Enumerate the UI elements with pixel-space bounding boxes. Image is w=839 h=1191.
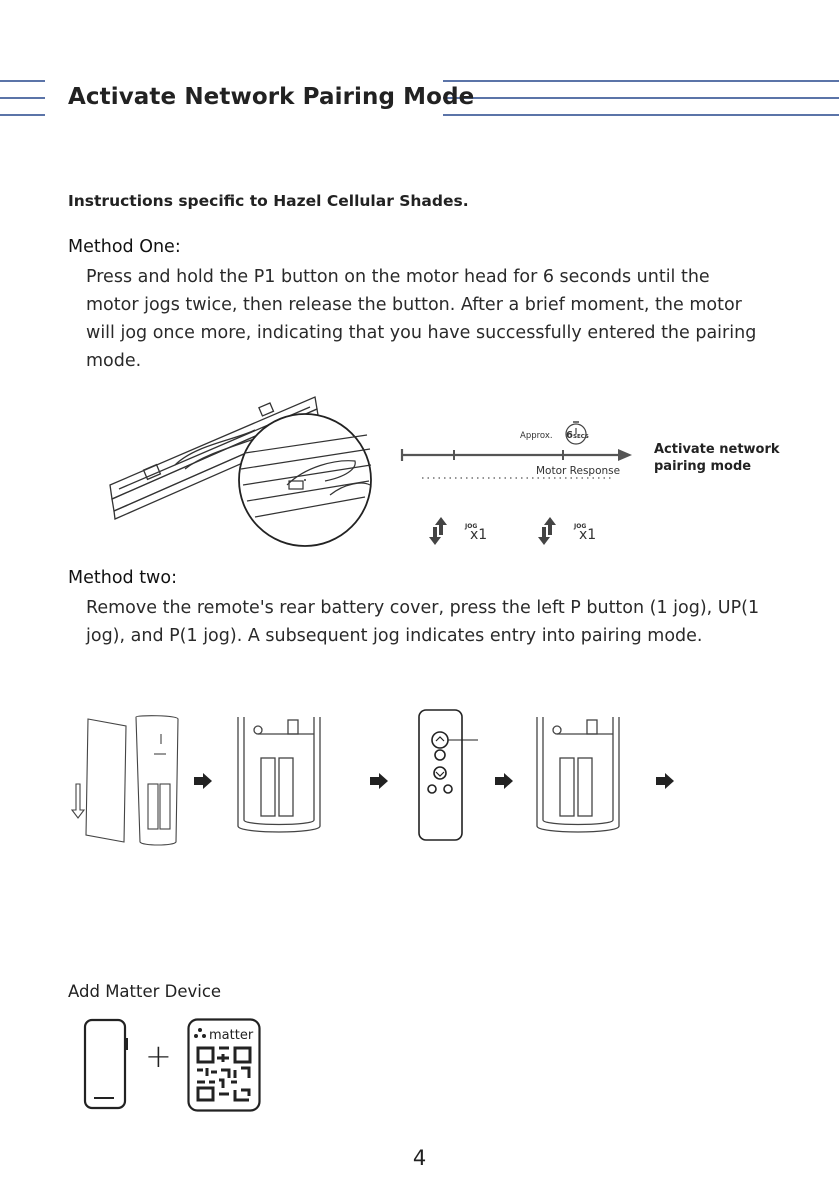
header-rule-left-bottom [0,114,45,116]
header-rule-left-mid [0,97,45,99]
timeline-diagram [398,415,638,495]
plus-sign: + [145,1037,172,1075]
add-matter-heading: Add Matter Device [68,982,222,1001]
jog-indicator-1 [425,515,495,550]
jog-word-2: JOG [574,523,587,530]
result-label: Activate network pairing mode [654,442,780,474]
qr-code-icon [197,1048,250,1100]
motor-response-label: Motor Response [536,465,621,477]
method-two-text: Remove the remote's rear battery cover, press the left P button (1 jog), UP(1 jog), and P(1 jog). A subsequent jog indicates entry into pairing mode. [86,598,760,646]
arrow-right-icon [656,773,674,789]
jog-count-1: x1 [470,527,488,543]
page-number: 4 [412,1146,427,1170]
remote-front-illustration [416,708,481,844]
jog-word-1: JOG [465,523,478,530]
remote-open-battery-illustration-2 [533,714,623,839]
jog-indicator-2 [534,515,604,550]
matter-logo-icon [194,1028,206,1038]
remote-cover-removal-illustration [66,714,186,852]
remote-open-battery-illustration-1 [234,714,324,839]
motor-rail-illustration [105,385,390,550]
timeline-secs-unit: SECS [573,434,589,440]
arrow-right-icon [370,773,388,789]
arrow-right-icon [495,773,513,789]
up-down-arrows-icon [538,517,556,545]
jog-count-2: x1 [579,527,597,543]
header-rule-right-mid [443,97,839,99]
matter-logo-text: matter [209,1028,254,1043]
method-one-heading: Method One: [68,237,181,257]
header-rule-right-top [443,80,839,82]
intro-text: Instructions specific to Hazel Cellular Shades. [68,192,469,210]
up-down-arrows-icon [429,517,447,545]
page-title: Activate Network Pairing Mode [68,84,475,110]
arrow-right-icon [194,773,212,789]
matter-qr-code-card [187,1018,261,1112]
timeline-secs-number: 6 [566,430,573,441]
method-one-text: Press and hold the P1 button on the motor head for 6 seconds until the motor jogs twice, then release the button. After a brief moment, the motor will jog once more, indicating that you have successfully entered the pairing mode. [86,267,757,371]
phone-icon [82,1018,130,1112]
method-two-heading: Method two: [68,568,177,588]
header-rule-left-top [0,80,45,82]
header-rule-right-bottom [443,114,839,116]
timeline-approx-label: Approx. [520,431,553,441]
